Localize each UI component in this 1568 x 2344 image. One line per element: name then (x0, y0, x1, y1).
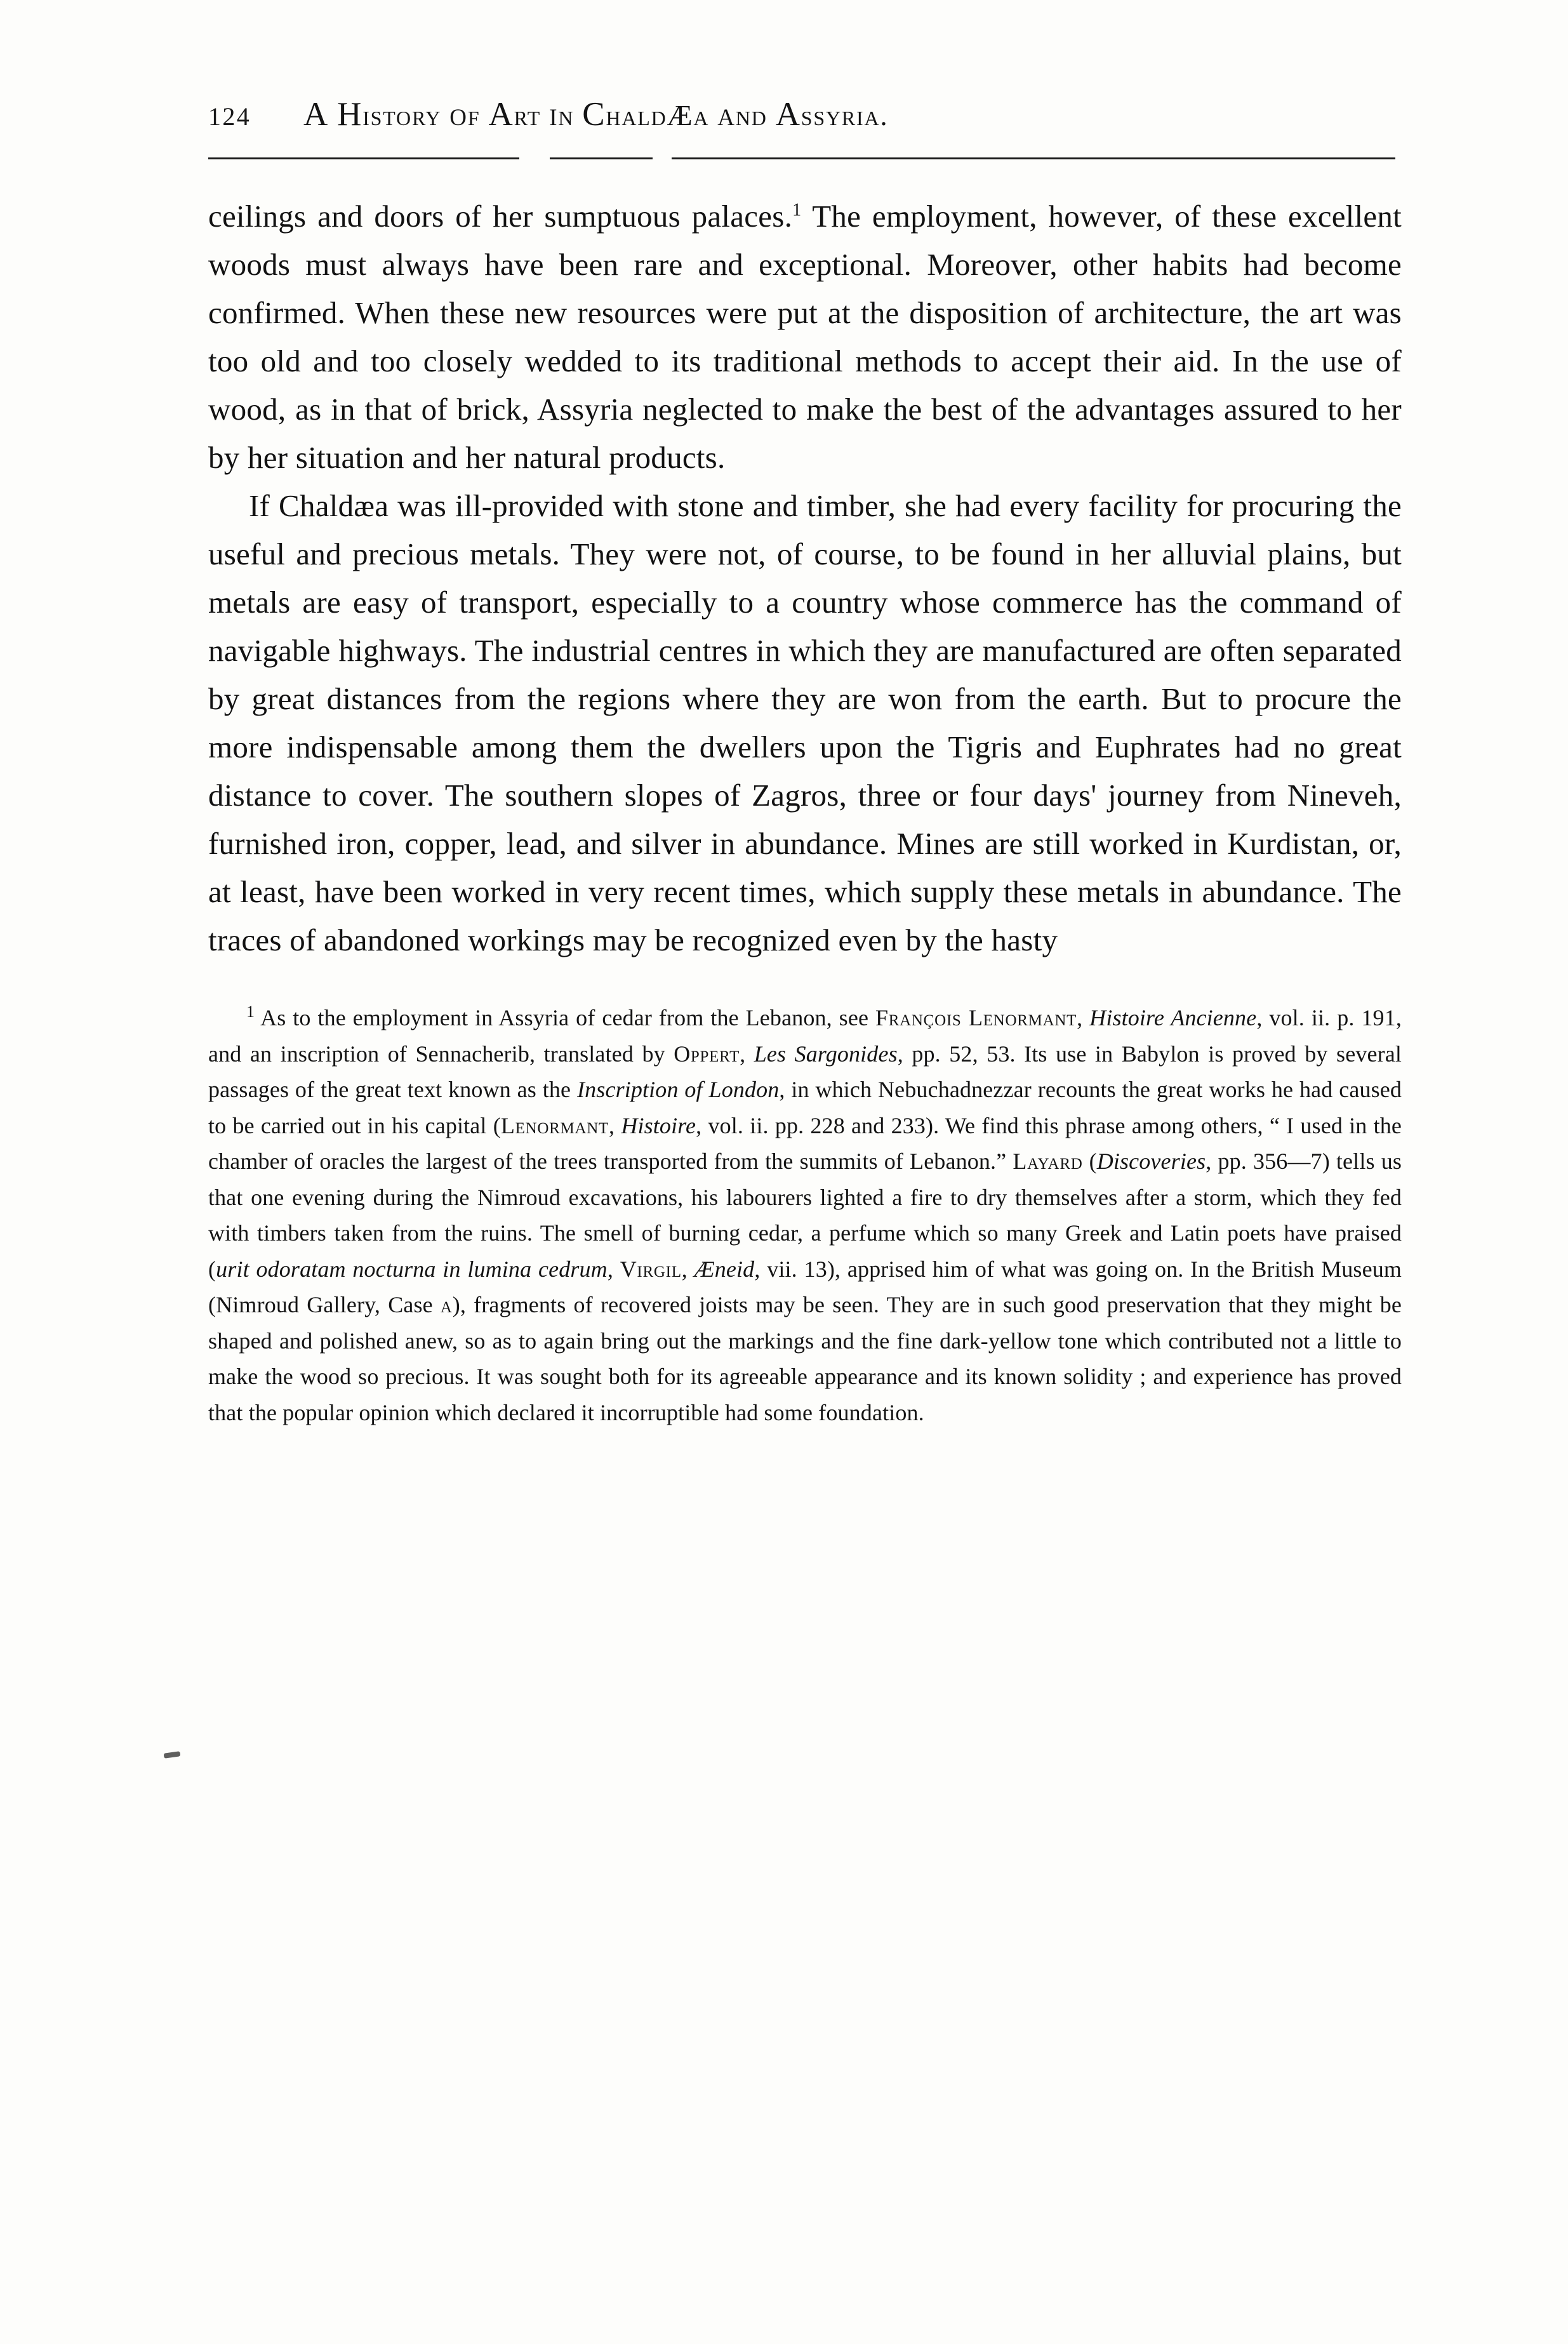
footnote-span: ), fragments of recovered joists may be seen. They are in such good preservation that they might be shaped and polished anew, so as to again bring out the markings and the fine dark-yellow tone which contributed not a little to make the wood so precious. It was sought both for its agreeable appearance and its known solidity ; and experience has proved that the popular opinion which declared it incorruptible had some foundation. (208, 1292, 1402, 1425)
footnote-span: , pp. 52, 53. Its use in Babylon is proved by several passages of the great text known as the (208, 1041, 1402, 1102)
footnote-span: , (681, 1256, 694, 1282)
margin-ink-mark (164, 1751, 181, 1759)
footnote-span: , (740, 1041, 754, 1067)
footnote-text (208, 1005, 1402, 1425)
footnote-span: As to the employment in Assyria of cedar from the Lebanon, see (255, 1005, 875, 1030)
body-text (208, 192, 1402, 964)
footnote-italic: Æneid (694, 1256, 755, 1282)
footnote-reference-1[interactable]: 1 (792, 200, 802, 220)
footnote-span: , vol. ii. pp. 228 and 233). We find this phrase among others, “ I used in the chamber of oracles the largest of the trees transported from the summits of Lebanon.” (208, 1112, 1402, 1174)
page-folio-number: 124 (208, 102, 251, 131)
footnote-smallcaps: Oppert (674, 1041, 740, 1067)
footnote-smallcaps: Lenormant (500, 1112, 609, 1138)
footnote-smallcaps: a (440, 1292, 453, 1317)
footnote-smallcaps: François Lenormant (875, 1005, 1077, 1030)
running-head (208, 95, 1402, 133)
footnote-italic: Histoire Ancienne (1089, 1005, 1257, 1030)
footnote-italic: Inscription of London (577, 1077, 780, 1102)
footnote-smallcaps: Layard (1013, 1149, 1083, 1174)
footnote-1 (208, 1000, 1402, 1430)
footnote-block (208, 1000, 1402, 1430)
footnote-span: , pp. 356—7) tells us that one evening during the Nimroud excavations, his labourers lighted a fire to dry themselves after a storm, which they fed with timbers taken from the ruins. The smell of burning cedar, a perfume which so many Greek and Latin poets have praised ( (208, 1149, 1402, 1282)
footnote-number: 1 (246, 1002, 255, 1021)
page-content (208, 95, 1402, 1453)
paragraph-1-lead: ceilings and doors of her sumptuous palaces. (208, 199, 793, 234)
footnote-italic: urit odoratam nocturna in lumina cedrum (216, 1256, 608, 1282)
footnote-span: , (1077, 1005, 1090, 1030)
paragraph-1-rest: The employment, however, of these excellent woods must always have been rare and exceptional. Moreover, other habits had become confirmed. When these new resources were put at the disposition of architecture, the art was too old and too closely wedded to its traditional methods to accept their aid. In the use of wood, as in that of brick, Assyria neglected to make the best of the advantages assured to her by her situation and her natural products. (208, 199, 1402, 475)
footnote-smallcaps: Virgil (620, 1256, 682, 1282)
footnote-span: , vii. 13), apprised him of what was going on. In the British Museum (Nimroud Gallery, Case (208, 1256, 1402, 1317)
footnote-italic: Discoveries (1096, 1149, 1206, 1174)
footnote-italic: Histoire (621, 1112, 696, 1138)
paragraph-2: If Chaldæa was ill-provided with stone and timber, she had every facility for procuring the useful and precious metals. They were not, of course, to be found in her alluvial plains, but metals are easy of transport, especially to a country whose commerce has the command of navigable highways. The industrial centres in which they are manufactured are often separated by great distances from the regions where they are won from the earth. But to procure the more indispensable among them the dwellers upon the Tigris and Euphrates had no great distance to cover. The southern slopes of Zagros, three or four days' journey from Nineveh, furnished iron, copper, lead, and silver in abundance. Mines are still worked in Kurdistan, or, at least, have been worked in very recent times, which supply these metals in abundance. The traces of abandoned workings may be recognized even by the hasty (208, 488, 1402, 957)
footnote-span: , vol. ii. p. 191, and an inscription of Sennacherib, translated by (208, 1005, 1402, 1067)
running-title: A History of Art in ChaldÆa and Assyria. (303, 96, 889, 133)
paragraph-continuation (208, 192, 1402, 482)
footnote-span: , (607, 1256, 620, 1282)
footnote-span: , in which Nebuchadnezzar recounts the great works he had caused to be carried out in his capital ( (208, 1077, 1402, 1138)
footnote-italic: Les Sargonides (754, 1041, 898, 1067)
header-rule (208, 157, 1395, 159)
footnote-span: ( (1082, 1149, 1097, 1174)
footnote-span: , (609, 1112, 621, 1138)
